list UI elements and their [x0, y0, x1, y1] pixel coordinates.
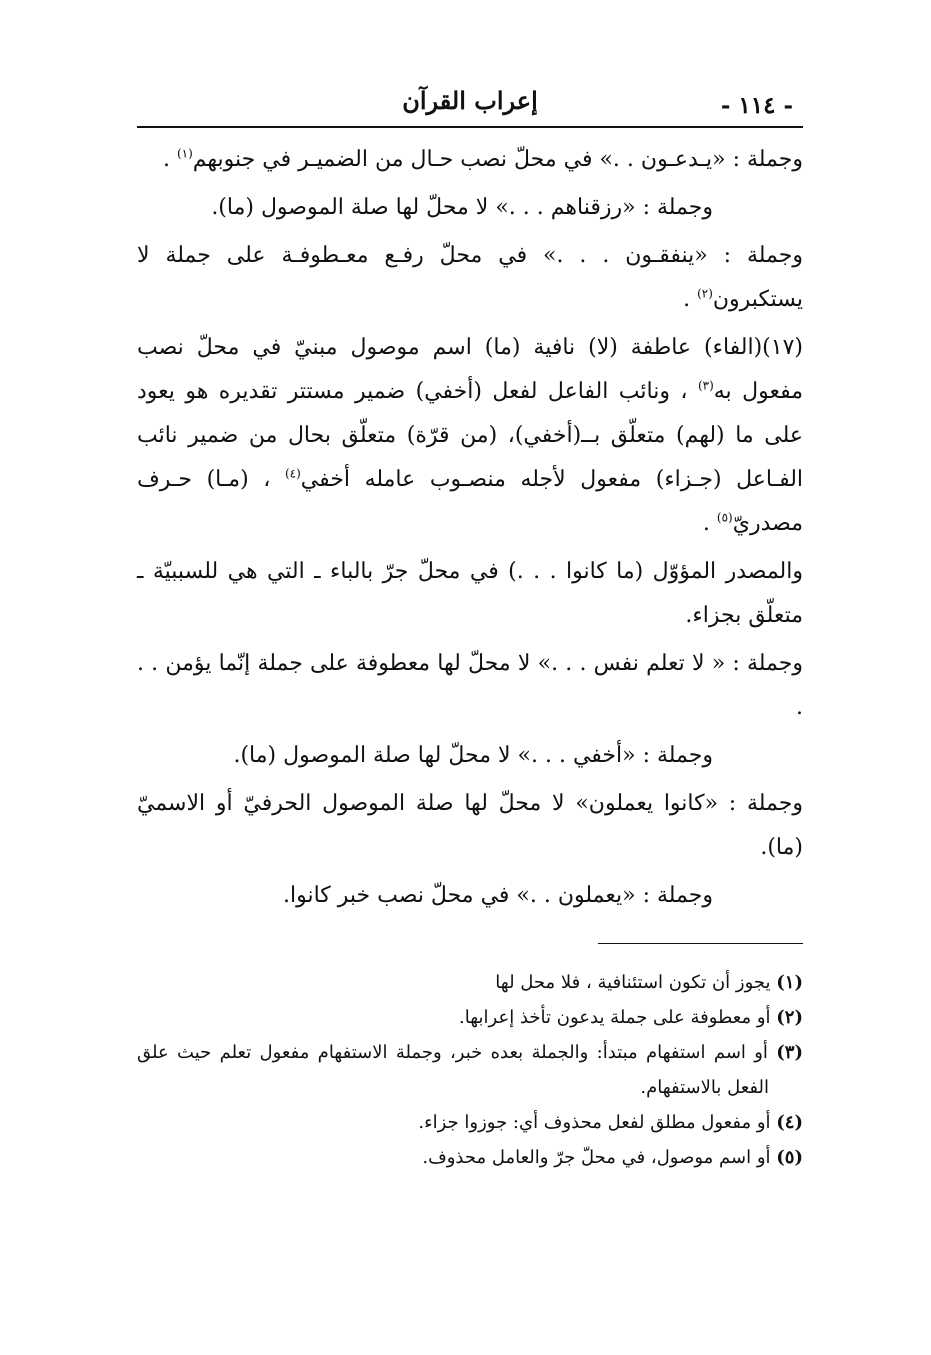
footnote-ref: (٢) — [697, 286, 713, 301]
page-number: - ١١٤ - — [720, 92, 793, 119]
footnote-ref: (١) — [176, 146, 193, 161]
paragraph-text: ، (مـا) حـرف مصدريّ — [137, 467, 803, 536]
main-text — [137, 138, 803, 922]
paragraph: وجملة : « لا تعلم نفس . . .» لا محلّ لها معطوفة على جملة إنّما يؤمن . . . — [137, 651, 803, 720]
footnote — [137, 1140, 803, 1175]
footnote-text: أو اسم استفهام مبتدأ: والجملة بعده خبر، وجملة الاستفهام مفعول تعلم حيث علق الفعل بالاستفهام. — [137, 1042, 769, 1098]
footnote-number: (٢) — [776, 1007, 803, 1028]
footnote-ref: (٥) — [716, 510, 733, 525]
footnote-ref: (٤) — [284, 466, 301, 481]
footnote-number: (٣) — [776, 1042, 803, 1063]
paragraph-text: ، ونائب الفاعل لفعل (أخفي) ضمير مستتر تقديره هو يعود على ما (لهم) متعلّق بــ(أخفي)، (من قرّة) متعلّق بحال من ضمير نائب الفـاعل (جـزاء) مفعول لأجله منصـوب عامله أخفي — [137, 379, 804, 492]
running-title: إعراب القرآن — [402, 86, 538, 115]
header-rule — [137, 126, 803, 128]
footnote — [137, 1105, 803, 1140]
paragraph: وجملة : «يعملون . .» في محلّ نصب خبر كانوا. — [283, 883, 713, 908]
footnote-text: أو مفعول مطلق لفعل محذوف أي: جوزوا جزاء. — [418, 1112, 771, 1133]
paragraph-text: وجملة : «يـدعـون . .» في محلّ نصب حـال من الضميـر في جنوبهم — [192, 147, 803, 172]
paragraph-text: وجملة : «ينفقـون . . .» في محلّ رفـع معـطوفـة على جملة لا يستكبرون — [137, 243, 803, 312]
paragraph-text: (١٧)(الفاء) عاطفة (لا) نافية (ما) اسم موصول مبنيّ في محلّ نصب مفعول به — [137, 335, 803, 404]
footnote-text: أو اسم موصول، في محلّ جرّ والعامل محذوف. — [422, 1147, 771, 1168]
paragraph: وجملة : «رزقناهم . . .» لا محلّ لها صلة الموصول (ما). — [211, 195, 713, 220]
footnote — [137, 1035, 803, 1105]
paragraph — [137, 326, 803, 546]
page-header — [137, 82, 803, 124]
paragraph: وجملة : «أخفي . . .» لا محلّ لها صلة الموصول (ما). — [233, 743, 713, 768]
footnote-number: (١) — [776, 972, 803, 993]
footnote — [137, 1000, 803, 1035]
paragraph-text: . — [683, 287, 698, 312]
paragraph: والمصدر المؤوّل (ما كانوا . . .) في محلّ جرّ بالباء ـ التي هي للسببيّة ـ متعلّق بجزاء. — [137, 559, 803, 628]
footnote-number: (٤) — [776, 1112, 803, 1133]
paragraph — [137, 138, 803, 182]
paragraph — [137, 234, 803, 322]
footnote-text: يجوز أن تكون استئنافية ، فلا محل لها — [495, 972, 771, 993]
footnote-number: (٥) — [776, 1147, 803, 1168]
footnote — [137, 965, 803, 1000]
footnotes — [137, 965, 803, 1175]
paragraph-text: . — [162, 147, 177, 172]
footnote-text: أو معطوفة على جملة يدعون تأخذ إعرابها. — [459, 1007, 771, 1028]
paragraph: وجملة : «كانوا يعملون» لا محلّ لها صلة الموصول الحرفيّ أو الاسميّ (ما). — [137, 791, 803, 860]
footnote-ref: (٣) — [697, 378, 714, 393]
paragraph-text: . — [702, 511, 717, 536]
footnote-rule — [598, 943, 803, 944]
